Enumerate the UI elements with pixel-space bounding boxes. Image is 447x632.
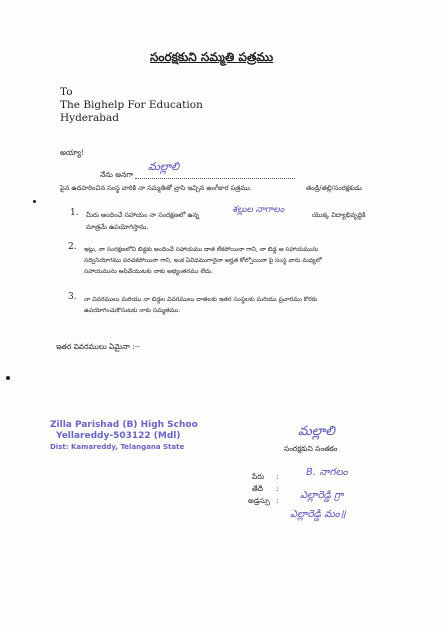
guardian-signature: మల్లాలి (298, 424, 335, 439)
point-3-number: 3. (68, 292, 77, 302)
point-2-line3: సహాయమును ఆపివేయుటకు నాకు అభ్యంతరము లేదు. (84, 268, 213, 275)
point-2-line2: సద్వినియోగము పరచకపోయినా గాని, ఇంక ఏవిధముగానైనా అర్హత కోల్పోయినా పై సంస్థ వారు మధ్యలో (84, 257, 322, 264)
address-label: అడ్రస్సు (248, 496, 270, 505)
parent-name-handwritten: మల్లాలి (148, 160, 180, 173)
school-stamp (50, 420, 198, 453)
point-1-text-c: మాత్రమే ఉపయోగిస్తాను. (86, 223, 149, 231)
signature-caption: సంరక్షకుని సంతకం (284, 444, 338, 453)
point-2-number: 2. (68, 242, 77, 252)
page-title: సంరక్షకుని సమ్మతి పత్రము (150, 50, 274, 64)
other-details: ఇతర వివరములు ఏమైనా :-- (56, 342, 140, 351)
colon: : (276, 484, 279, 493)
stamp-line-2: Yellareddy-503122 (Mdl) (56, 431, 181, 441)
address-line-1-handwritten: ఎల్లారెడ్డి గ్రా (300, 490, 344, 501)
child-name-handwritten: శల్లుల నాగాలం (232, 205, 285, 215)
point-1-number: 1. (70, 208, 79, 218)
address-city: Hyderabad (60, 112, 120, 124)
intro-relation: తండ్రి/తల్లి/సంరక్షకుడు (306, 184, 362, 192)
margin-mark (6, 376, 10, 380)
colon: : (276, 472, 279, 481)
intro-line2: పైన ఉదహరించిన సంస్థ వారికి నా సమ్మతితో వ్రాసి ఇచ్చిన అంగీకార పత్రము. (60, 184, 252, 192)
point-3-line2: ఉపయోగించుకొనుటకు నాకు సమ్మతము. (84, 307, 181, 314)
date-label: తేదీ (252, 484, 263, 493)
point-1-text-a: మీరు అందించే సహాయం నా సంరక్షణలో ఉన్న (86, 211, 200, 219)
point-3-line1: నా వివరములు మరియు నా బిడ్డల వివరములు దాతలకు ఇతర సంస్థలకు మరియు ప్రచారము కొరకు (84, 296, 318, 303)
stamp-line-3: Dist: Kamareddy, Telangana State (50, 443, 185, 451)
guardian-name-handwritten: B. నాగలం (306, 467, 348, 478)
colon: : (276, 496, 279, 505)
name-label: పేరు (252, 472, 265, 481)
address-to: To (60, 86, 73, 98)
address-line-2-handwritten: ఎల్లారెడ్డి మం॥ (290, 509, 346, 520)
margin-mark (33, 200, 36, 203)
salutation: అయ్యా! (60, 148, 85, 157)
point-1-text-b: యొక్క విద్యాభివృద్ధికి (312, 211, 366, 219)
intro-prefix: నేను అనగా (100, 170, 134, 179)
address-org: The Bighelp For Education (60, 99, 203, 111)
stamp-line-1: Zilla Parishad (B) High Schoo (50, 420, 198, 430)
point-2-line1: ఇట్లు, నా సంరక్షణలోని బిడ్డకు అందించే సహాయము దాత లేకపోయినా గాని, నా బిడ్డ ఆ సహాయమును (84, 246, 319, 253)
